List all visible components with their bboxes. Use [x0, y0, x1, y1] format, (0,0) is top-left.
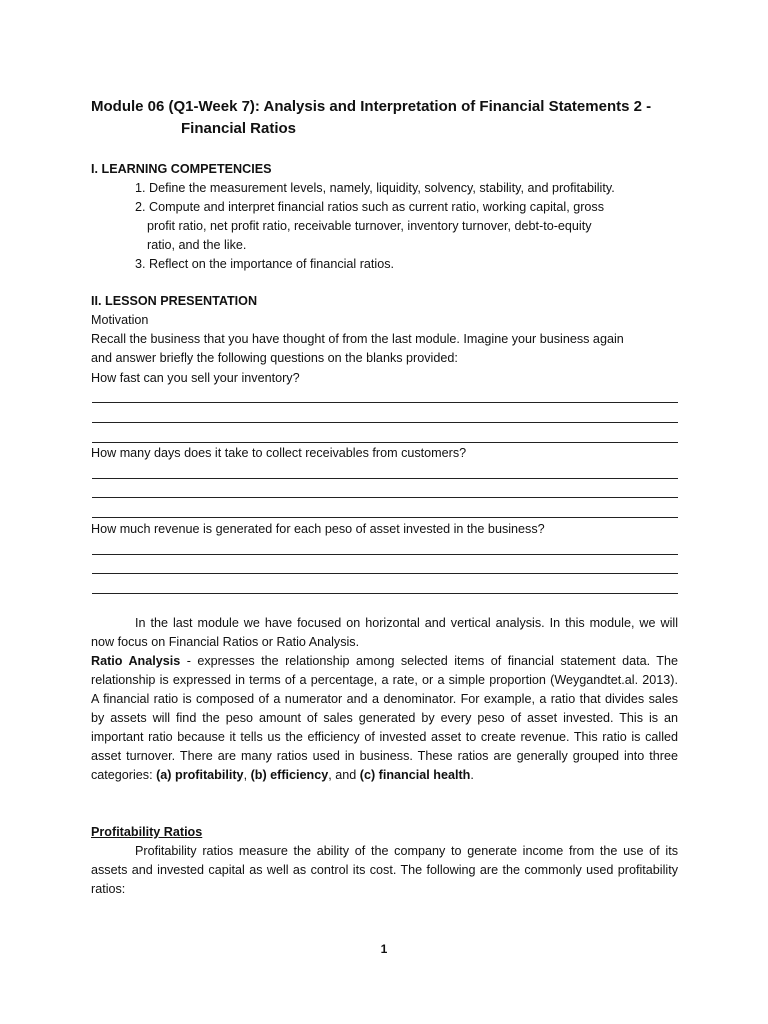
- profitability-paragraph: Profitability ratios measure the ability of the company to generate income from the use of its assets and invested capital as well as control its cost. The following are the commonly used profitability ratios:: [91, 844, 678, 896]
- category-a: (a) profitability: [156, 768, 244, 782]
- answer-blank-3b[interactable]: [92, 573, 678, 574]
- competency-3: 3. Reflect on the importance of financial ratios.: [135, 257, 395, 271]
- profitability-ratios-heading: Profitability Ratios: [91, 825, 203, 839]
- separator-1: ,: [243, 768, 251, 782]
- answer-blank-3a[interactable]: [92, 554, 678, 555]
- separator-2: , and: [328, 768, 360, 782]
- ratio-analysis-term: Ratio Analysis: [91, 654, 181, 668]
- question-2: How many days does it take to collect receivables from customers?: [91, 446, 467, 460]
- lesson-presentation-heading: II. LESSON PRESENTATION: [91, 294, 258, 308]
- competency-2-line-3: ratio, and the like.: [147, 238, 247, 252]
- page-number: 1: [380, 942, 388, 956]
- answer-blank-2a[interactable]: [92, 478, 678, 479]
- title-line-1: Module 06 (Q1-Week 7): Analysis and Interpretation of Financial Statements 2 -: [91, 98, 652, 115]
- title-line-2: Financial Ratios: [181, 120, 297, 137]
- ratio-analysis-paragraph: [91, 652, 678, 785]
- intro-line-1: Recall the business that you have thought of from the last module. Imagine your business again: [91, 332, 624, 346]
- intro-line-2: and answer briefly the following questions on the blanks provided:: [91, 351, 458, 365]
- competency-2-line-1: 2. Compute and interpret financial ratios such as current ratio, working capital, gross: [135, 200, 604, 214]
- answer-blank-1b[interactable]: [92, 422, 678, 423]
- learning-competencies-heading: I. LEARNING COMPETENCIES: [91, 162, 272, 176]
- category-c: (c) financial health: [359, 768, 471, 782]
- answer-blank-1c[interactable]: [92, 442, 678, 443]
- profitability-text-block: [91, 842, 678, 899]
- answer-blank-2c[interactable]: [92, 517, 678, 518]
- category-b: (b) efficiency: [250, 768, 329, 782]
- answer-blank-1a[interactable]: [92, 402, 678, 403]
- motivation-label: Motivation: [91, 313, 149, 327]
- question-3: How much revenue is generated for each peso of asset invested in the business?: [91, 522, 545, 536]
- answer-blank-3c[interactable]: [92, 593, 678, 594]
- competency-1: 1. Define the measurement levels, namely, liquidity, solvency, stability, and profitability.: [135, 181, 615, 195]
- question-1: How fast can you sell your inventory?: [91, 371, 300, 385]
- ratio-analysis-text: - expresses the relationship among selected items of financial statement data. The relationship is expressed in terms of a percentage, a rate, or a simple proportion (Weygandtet.al. 2013). A financial ratio is composed of a numerator and a denominator. For example, a ratio that divides sales by assets will find the peso amount of sales generated by every peso of asset invested. This is an important ratio because it tells us the efficiency of invested asset to create revenue. This ratio is called asset turnover. There are many ratios used in business. These ratios are generally grouped into three categories:: [91, 654, 678, 782]
- sentence-end: .: [470, 768, 474, 782]
- intro-paragraph: In the last module we have focused on horizontal and vertical analysis. In this module, we will now focus on Financial Ratios or Ratio Analysis.: [91, 616, 678, 649]
- competency-2-line-2: profit ratio, net profit ratio, receivable turnover, inventory turnover, debt-to-equity: [147, 219, 592, 233]
- answer-blank-2b[interactable]: [92, 497, 678, 498]
- body-text: [91, 614, 678, 785]
